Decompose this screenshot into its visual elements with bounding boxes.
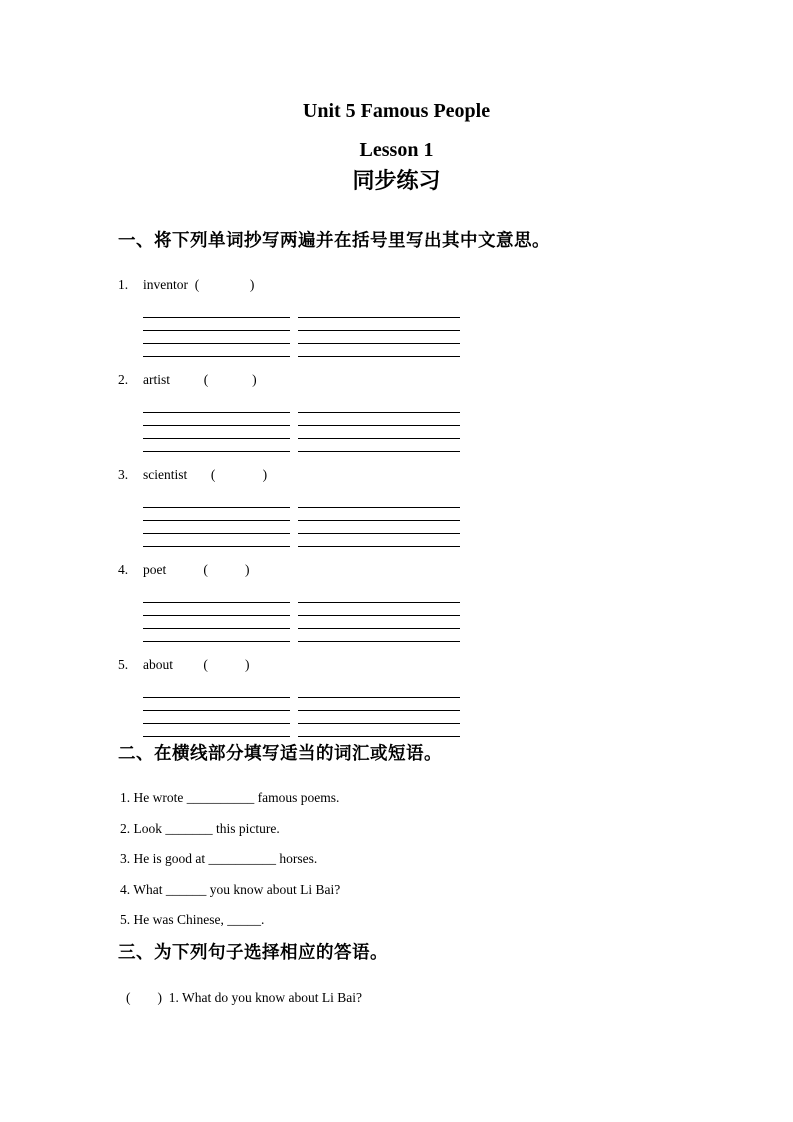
writing-line — [298, 330, 460, 331]
fill-blank-sentence: 5. He was Chinese, _____. — [120, 912, 265, 927]
writing-line — [143, 736, 290, 737]
word-item — [0, 466, 793, 483]
fill-blank-sentence: 1. He wrote __________ famous poems. — [120, 790, 340, 805]
writing-lines-column — [298, 412, 460, 453]
writing-line — [143, 710, 290, 711]
writing-line — [298, 628, 460, 629]
writing-line — [143, 317, 290, 318]
item-number: 4. — [118, 562, 129, 577]
fill-blank-sentence: 2. Look _______ this picture. — [120, 821, 280, 836]
writing-line — [143, 330, 290, 331]
writing-lines-column — [143, 317, 290, 358]
item-word: inventor ( ) — [143, 277, 255, 292]
item-number: 5. — [118, 657, 129, 672]
subtitle-chinese: 同步练习 — [352, 169, 441, 194]
item-word: about ( ) — [143, 657, 250, 672]
writing-line — [298, 615, 460, 616]
item-number: 1. — [118, 277, 129, 292]
writing-lines-group — [143, 507, 460, 548]
writing-line — [298, 425, 460, 426]
page-title: Unit 5 Famous People — [302, 100, 491, 122]
writing-lines-group — [143, 317, 460, 358]
word-item — [0, 276, 793, 293]
writing-line — [298, 710, 460, 711]
writing-line — [298, 602, 460, 603]
section3-heading: 三、为下列句子选择相应的答语。 — [118, 943, 388, 963]
section1-heading: 一、将下列单词抄写两遍并在括号里写出其中文意思。 — [118, 231, 550, 251]
item-word: poet ( ) — [143, 562, 250, 577]
writing-lines-group — [143, 412, 460, 453]
writing-lines-column — [143, 697, 290, 738]
item-number: 2. — [118, 372, 129, 387]
writing-line — [143, 546, 290, 547]
matching-question: ( ) 1. What do you know about Li Bai? — [126, 990, 362, 1005]
writing-line — [143, 533, 290, 534]
item-word: scientist ( ) — [143, 467, 268, 482]
writing-lines-column — [143, 412, 290, 453]
item-word: artist ( ) — [143, 372, 257, 387]
writing-line — [143, 615, 290, 616]
writing-line — [298, 451, 460, 452]
writing-line — [298, 343, 460, 344]
writing-line — [298, 317, 460, 318]
writing-lines-group — [143, 602, 460, 643]
writing-line — [298, 412, 460, 413]
writing-line — [298, 438, 460, 439]
item-number: 3. — [118, 467, 129, 482]
writing-line — [143, 451, 290, 452]
lesson-title: Lesson 1 — [359, 139, 434, 161]
word-item — [0, 656, 793, 673]
writing-line — [298, 641, 460, 642]
writing-line — [298, 533, 460, 534]
writing-line — [143, 697, 290, 698]
writing-lines-column — [298, 507, 460, 548]
writing-line — [298, 520, 460, 521]
writing-line — [143, 507, 290, 508]
writing-line — [298, 723, 460, 724]
writing-line — [143, 412, 290, 413]
writing-lines-column — [143, 602, 290, 643]
writing-lines-group — [143, 697, 460, 738]
writing-lines-column — [143, 507, 290, 548]
fill-blank-sentence: 4. What ______ you know about Li Bai? — [120, 882, 341, 897]
writing-line — [298, 546, 460, 547]
writing-line — [298, 507, 460, 508]
writing-line — [143, 356, 290, 357]
writing-line — [298, 697, 460, 698]
writing-line — [143, 438, 290, 439]
writing-lines-column — [298, 317, 460, 358]
writing-line — [298, 356, 460, 357]
section2-heading: 二、在横线部分填写适当的词汇或短语。 — [118, 744, 442, 764]
writing-line — [143, 628, 290, 629]
writing-line — [143, 520, 290, 521]
writing-line — [143, 425, 290, 426]
writing-lines-column — [298, 602, 460, 643]
word-item — [0, 371, 793, 388]
word-item — [0, 561, 793, 578]
writing-lines-column — [298, 697, 460, 738]
writing-line — [143, 723, 290, 724]
writing-line — [143, 602, 290, 603]
writing-line — [298, 736, 460, 737]
writing-line — [143, 641, 290, 642]
writing-line — [143, 343, 290, 344]
fill-blank-sentence: 3. He is good at __________ horses. — [120, 851, 318, 866]
